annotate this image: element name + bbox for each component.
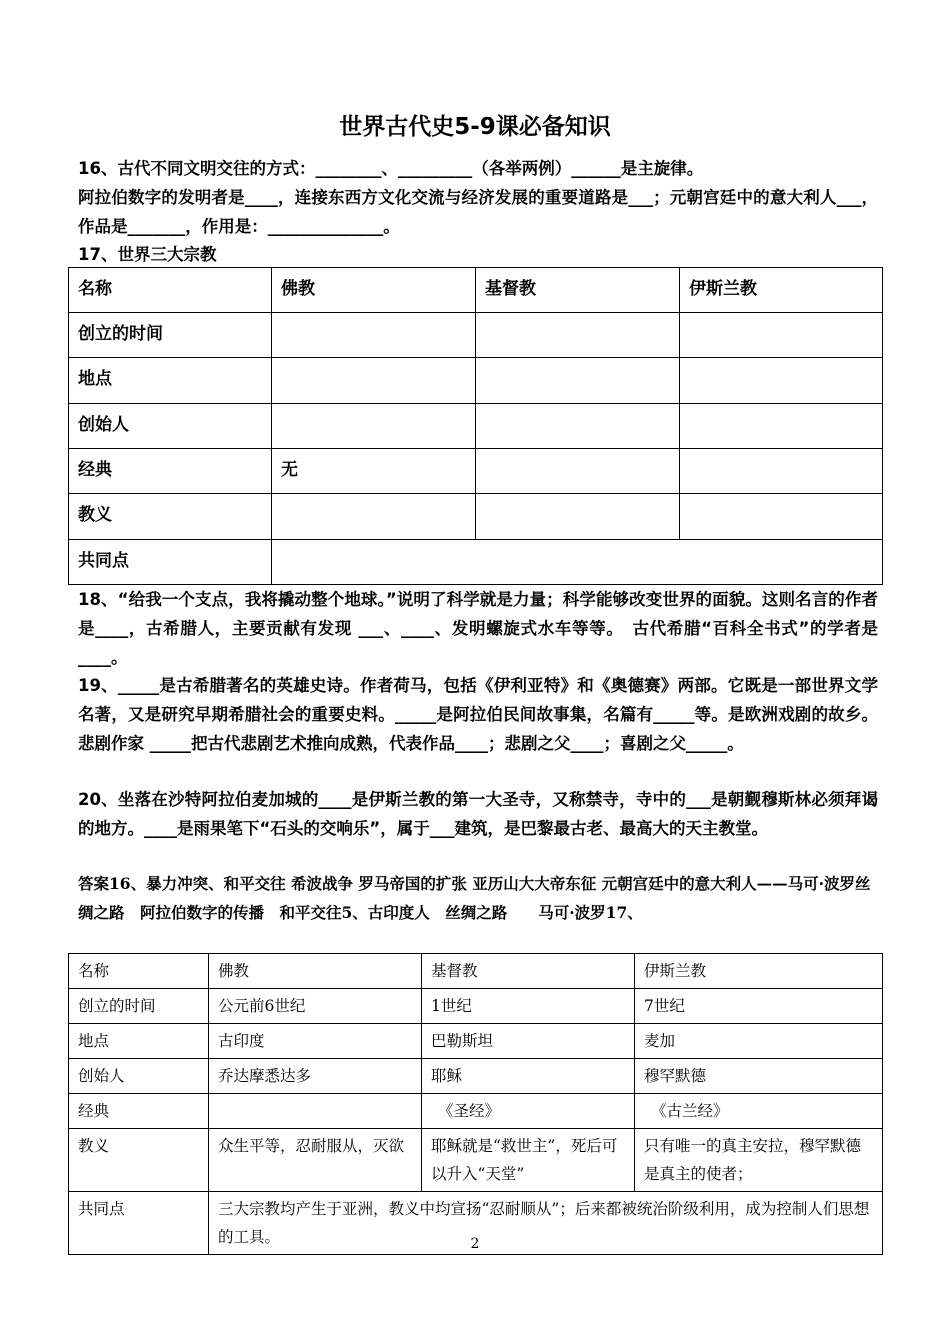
table-cell bbox=[272, 494, 476, 540]
table-cell bbox=[476, 313, 680, 358]
table-cell: 7世纪 bbox=[635, 989, 883, 1024]
table-cell: 只有唯一的真主安拉，穆罕默德是真主的使者； bbox=[635, 1129, 883, 1192]
table-cell bbox=[680, 494, 883, 540]
table-header-cell: 伊斯兰教 bbox=[635, 954, 883, 989]
table-header-row bbox=[69, 954, 883, 989]
question-17-label: 17、世界三大宗教 bbox=[78, 245, 217, 264]
table-cell: 耶稣 bbox=[422, 1059, 635, 1094]
table-header-cell: 佛教 bbox=[272, 268, 476, 313]
table-cell: 穆罕默德 bbox=[635, 1059, 883, 1094]
question-16 bbox=[78, 154, 878, 241]
common-points-cell bbox=[272, 540, 883, 585]
table-cell: 1世纪 bbox=[422, 989, 635, 1024]
table-row bbox=[69, 404, 883, 449]
table-row bbox=[69, 449, 883, 494]
table-cell: 乔达摩悉达多 bbox=[209, 1059, 422, 1094]
page-number: 2 bbox=[470, 1236, 480, 1252]
table-cell bbox=[476, 449, 680, 494]
table-cell bbox=[209, 1094, 422, 1129]
table-cell bbox=[680, 313, 883, 358]
table-header-row bbox=[69, 268, 883, 313]
table-cell: 麦加 bbox=[635, 1024, 883, 1059]
row-label: 共同点 bbox=[69, 540, 272, 585]
table-cell bbox=[272, 404, 476, 449]
table-row bbox=[69, 989, 883, 1024]
row-label: 经典 bbox=[69, 449, 272, 494]
table-header-cell: 基督教 bbox=[422, 954, 635, 989]
question-20: 20、坐落在沙特阿拉伯麦加城的____是伊斯兰教的第一大圣寺，又称禁寺，寺中的___是朝觐穆斯林必须拜谒的地方。____是雨果笔下“石头的交响乐”，属于___建筑，是巴黎最古老、最高大的天主教堂。 bbox=[78, 790, 878, 838]
table-cell: 《圣经》 bbox=[422, 1094, 635, 1129]
table-cell bbox=[272, 358, 476, 404]
table-header-cell: 佛教 bbox=[209, 954, 422, 989]
table-cell: 耶稣就是“救世主”，死后可以升入“天堂” bbox=[422, 1129, 635, 1192]
table-cell: 众生平等，忍耐服从，灭欲 bbox=[209, 1129, 422, 1192]
row-label: 地点 bbox=[69, 1024, 209, 1059]
table-cell: 古印度 bbox=[209, 1024, 422, 1059]
row-label: 创立的时间 bbox=[69, 989, 209, 1024]
religions-answer-table bbox=[68, 953, 883, 1255]
table-row bbox=[69, 540, 883, 585]
answer-text: 答案16、暴力冲突、和平交往 希波战争 罗马帝国的扩张 亚历山大大帝东征 元朝宫廷中的意大利人——马可·波罗丝绸之路 阿拉伯数字的传播 和平交往5、古印度人 丝绸之路 马可·波罗17、 bbox=[78, 874, 871, 922]
question-16-line2: 阿拉伯数字的发明者是____，连接东西方文化交流与经济发展的重要道路是___；元朝宫廷中的意大利人___，作品是_______，作用是：______________。 bbox=[78, 188, 878, 236]
page-title: 世界古代史5-9课必备知识 bbox=[339, 114, 611, 140]
question-18: 18、“给我一个支点，我将撬动整个地球。”说明了科学就是力量；科学能够改变世界的面貌。这则名言的作者是____，古希腊人，主要贡献有发现 ___、____、发明螺旋式水车等等。 古代希腊“百科全书式”的学者是 ____。 bbox=[78, 590, 878, 667]
table-cell bbox=[476, 358, 680, 404]
table-row bbox=[69, 1059, 883, 1094]
common-points-cell: 三大宗教均产生于亚洲，教义中均宣扬“忍耐顺从”；后来都被统治阶级利用，成为控制人们思想的工具。 bbox=[209, 1192, 883, 1255]
question-19: 19、_____是古希腊著名的英雄史诗。作者荷马，包括《伊利亚特》和《奥德赛》两部。它既是一部世界文学名著，又是研究早期希腊社会的重要史料。_____是阿拉伯民间故事集，名篇有_____等。是欧洲戏剧的故乡。悲剧作家 _____把古代悲剧艺术推向成熟，代表作品____；悲剧之父____；喜剧之父_____。 bbox=[78, 676, 878, 753]
table-row bbox=[69, 1024, 883, 1059]
table-row bbox=[69, 1129, 883, 1192]
table-header-cell: 基督教 bbox=[476, 268, 680, 313]
table-row bbox=[69, 358, 883, 404]
row-label: 共同点 bbox=[69, 1192, 209, 1255]
table-row bbox=[69, 494, 883, 540]
table-cell bbox=[476, 404, 680, 449]
table-cell bbox=[272, 313, 476, 358]
row-label: 地点 bbox=[69, 358, 272, 404]
table-cell: 巴勒斯坦 bbox=[422, 1024, 635, 1059]
table-row bbox=[69, 1094, 883, 1129]
row-label: 教义 bbox=[69, 1129, 209, 1192]
table-cell: 无 bbox=[272, 449, 476, 494]
table-cell bbox=[680, 358, 883, 404]
table-cell bbox=[680, 404, 883, 449]
religions-blank-table bbox=[68, 267, 883, 585]
table-cell: 公元前6世纪 bbox=[209, 989, 422, 1024]
table-header-cell: 名称 bbox=[69, 268, 272, 313]
table-row bbox=[69, 313, 883, 358]
table-header-cell: 名称 bbox=[69, 954, 209, 989]
question-16-line1: 16、古代不同文明交往的方式：________、_________（各举两例）______是主旋律。 bbox=[78, 159, 704, 178]
row-label: 创始人 bbox=[69, 1059, 209, 1094]
table-cell bbox=[476, 494, 680, 540]
table-header-cell: 伊斯兰教 bbox=[680, 268, 883, 313]
row-label: 创始人 bbox=[69, 404, 272, 449]
row-label: 创立的时间 bbox=[69, 313, 272, 358]
row-label: 经典 bbox=[69, 1094, 209, 1129]
row-label: 教义 bbox=[69, 494, 272, 540]
table-cell bbox=[680, 449, 883, 494]
table-cell: 《古兰经》 bbox=[635, 1094, 883, 1129]
